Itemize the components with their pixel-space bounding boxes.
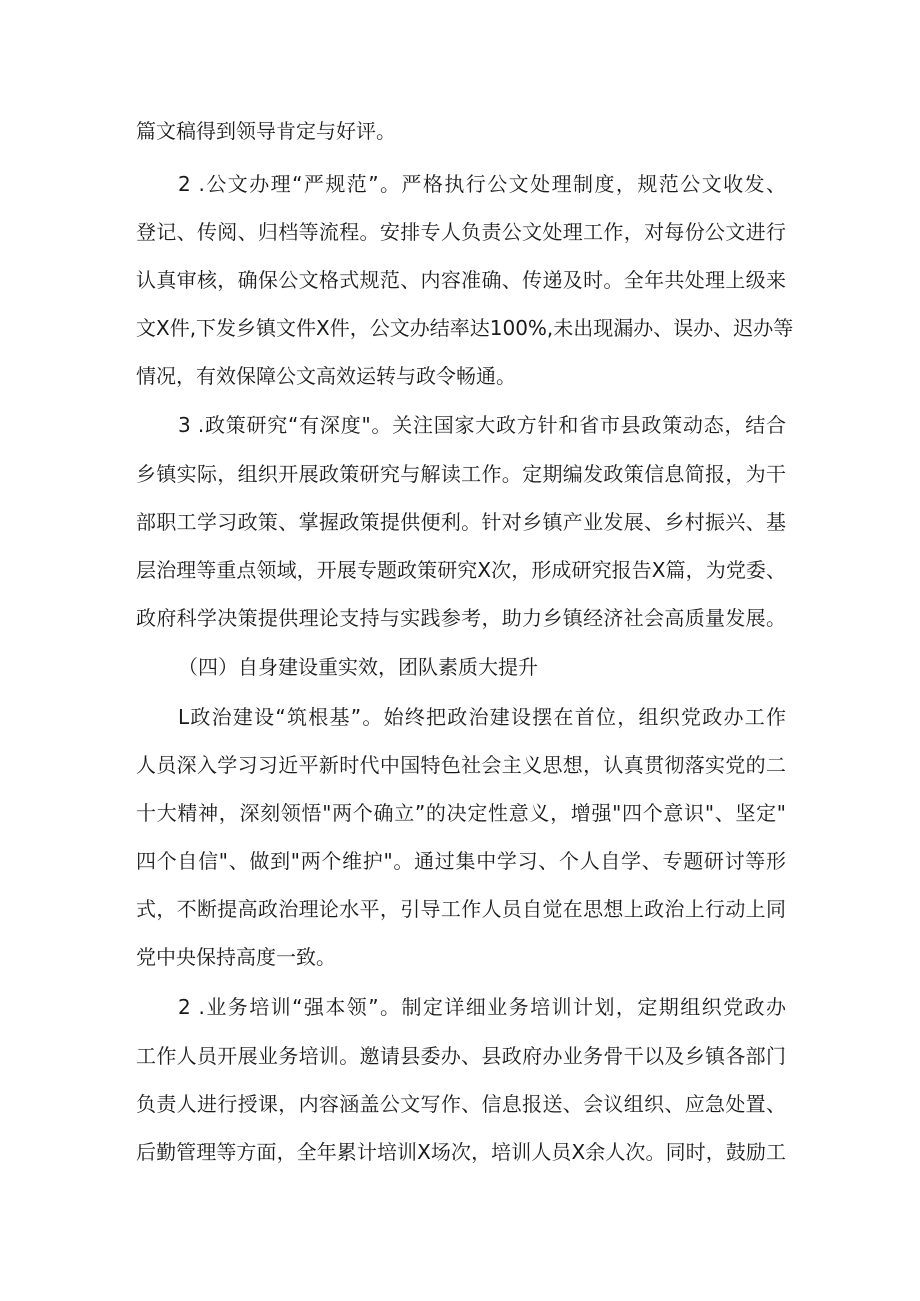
paragraph-line-13: L政治建设“筑根基”。始终把政治建设摆在首位，组织党政办工作 bbox=[178, 705, 786, 729]
paragraph-line-6: 情况，有效保障公文高效运转与政令畅通。 bbox=[136, 364, 516, 388]
paragraph-line-22: 后勤管理等方面，全年累计培训X场次，培训人员X余人次。同时，鼓励工 bbox=[136, 1140, 786, 1164]
paragraph-line-17: 式，不断提高政治理论水平，引导工作人员自觉在思想上政治上行动上同 bbox=[136, 897, 786, 921]
paragraph-line-7: 3 .政策研究“有深度"。关注国家大政方针和省市县政策动态，结合 bbox=[178, 413, 786, 437]
paragraph-line-4: 认真审核，确保公文格式规范、内容准确、传递及时。全年共处理上级来 bbox=[136, 268, 786, 292]
paragraph-line-15: 十大精神，深刻领悟"两个确立”的决定性意义，增强"四个意识"、坚定" bbox=[136, 801, 786, 825]
paragraph-line-2: 2 .公文办理“严规范”。严格执行公文处理制度，规范公文收发、 bbox=[178, 172, 786, 196]
paragraph-line-14: 人员深入学习习近平新时代中国特色社会主义思想，认真贯彻落实党的二 bbox=[136, 753, 786, 777]
paragraph-line-5: 文X件,下发乡镇文件X件，公文办结率达100%,未出现漏办、误办、迟办等 bbox=[136, 316, 794, 340]
paragraph-line-11: 政府科学决策提供理论支持与实践参考，助力乡镇经济社会高质量发展。 bbox=[136, 606, 786, 630]
paragraph-line-21: 负责人进行授课，内容涵盖公文写作、信息报送、会议组织、应急处置、 bbox=[136, 1092, 786, 1116]
paragraph-line-9: 部职工学习政策、掌握政策提供便利。针对乡镇产业发展、乡村振兴、基 bbox=[136, 510, 786, 534]
paragraph-line-10: 层治理等重点领域，开展专题政策研究X次，形成研究报告X篇，为党委、 bbox=[136, 558, 786, 582]
paragraph-line-18: 党中央保持高度一致。 bbox=[136, 945, 336, 969]
paragraph-line-19: 2 .业务培训“强本领”。制定详细业务培训计划，定期组织党政办 bbox=[178, 995, 786, 1019]
paragraph-line-1: 篇文稿得到领导肯定与好评。 bbox=[136, 119, 396, 143]
paragraph-line-20: 工作人员开展业务培训。邀请县委办、县政府办业务骨干以及乡镇各部门 bbox=[136, 1044, 786, 1068]
paragraph-line-3: 登记、传阅、归档等流程。安排专人负责公文处理工作，对每份公文进行 bbox=[136, 220, 786, 244]
section-heading: （四）自身建设重实效，团队素质大提升 bbox=[178, 655, 538, 679]
paragraph-line-16: 四个自信"、做到"两个维护"。通过集中学习、个人自学、专题研讨等形 bbox=[136, 849, 786, 873]
paragraph-line-8: 乡镇实际，组织开展政策研究与解读工作。定期编发政策信息简报，为干 bbox=[136, 462, 786, 486]
